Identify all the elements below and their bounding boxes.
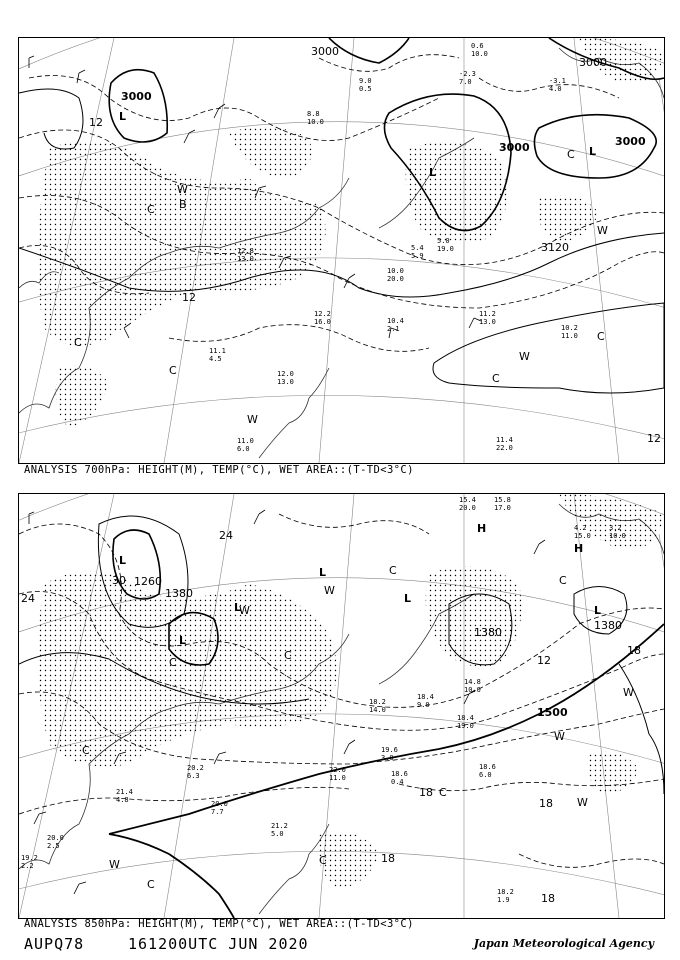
station-dewpoint: 15.0 <box>574 532 591 540</box>
cold-mark: C <box>169 364 177 377</box>
station-temp: 18.2 <box>497 888 514 896</box>
station-dewpoint: 9.0 <box>417 701 430 709</box>
station-dewpoint: 16.0 <box>314 318 331 326</box>
labels-850hpa <box>19 494 664 918</box>
station-temp: 5.4 <box>411 244 424 252</box>
station-temp: 12.0 <box>277 370 294 378</box>
cold-mark: C <box>597 330 605 343</box>
station-dewpoint: 7.0 <box>459 78 472 86</box>
pressure-center-label: H <box>574 542 584 555</box>
station-temp: 18.6 <box>479 763 496 771</box>
station-dewpoint: 10.0 <box>471 50 488 58</box>
pressure-center-label: L <box>234 601 242 614</box>
pressure-center-label: L <box>119 110 127 123</box>
warm-mark: W <box>519 350 530 363</box>
center-height-label: 3000 <box>499 141 530 154</box>
warm-mark: W <box>597 224 608 237</box>
isotherm-label: 30 <box>112 574 126 587</box>
station-temp: 15.4 <box>459 496 476 504</box>
station-temp: 18.6 <box>391 770 408 778</box>
station-temp: 20.0 <box>211 800 228 808</box>
station-temp: -3.1 <box>549 77 566 85</box>
cold-mark: C <box>492 372 500 385</box>
station-dewpoint: 19.0 <box>457 722 474 730</box>
station-temp: 19.2 <box>21 854 38 862</box>
cold-mark: C <box>74 336 82 349</box>
warm-mark: W <box>247 413 258 426</box>
station-dewpoint: 0.5 <box>359 85 372 93</box>
station-temp: 4.2 <box>574 524 587 532</box>
station-temp: 12.2 <box>314 310 331 318</box>
isotherm-label: 18 <box>419 786 433 799</box>
chart-code: AUPQ78 <box>24 935 85 953</box>
station-temp: 18.4 <box>417 693 434 701</box>
station-dewpoint: 3.0 <box>381 754 394 762</box>
station-temp: 5.0 <box>437 237 450 245</box>
map-panel-700hpa <box>18 37 665 464</box>
agency-name: Japan Meteorological Agency <box>473 937 654 950</box>
isotherm-label: 18 <box>627 644 641 657</box>
contour-label: 1380 <box>474 626 502 639</box>
caption-850hpa: ANALYSIS 850hPa: HEIGHT(M), TEMP(°C), WET AREA::(T-TD<3°C) <box>24 918 414 930</box>
station-dewpoint: 13.0 <box>277 378 294 386</box>
warm-mark: W <box>554 730 565 743</box>
cold-mark: C <box>567 148 575 161</box>
station-plots <box>209 42 578 453</box>
warm-mark: W <box>577 796 588 809</box>
station-dewpoint: 2.5 <box>47 842 60 850</box>
station-dewpoint: 1.9 <box>497 896 510 904</box>
warm-mark: W <box>623 686 634 699</box>
caption-700hpa: ANALYSIS 700hPa: HEIGHT(M), TEMP(°C), WET AREA::(T-TD<3°C) <box>24 464 414 476</box>
station-dewpoint: 22.0 <box>496 444 513 452</box>
station-temp: 18.2 <box>369 698 386 706</box>
station-dewpoint: 13.0 <box>237 255 254 263</box>
cold-mark: C <box>284 649 292 662</box>
station-temp: 0.6 <box>471 42 484 50</box>
pressure-center-label: L <box>404 592 412 605</box>
station-temp: 15.8 <box>494 496 511 504</box>
station-dewpoint: 0.4 <box>391 778 404 786</box>
valid-time: 161200UTC JUN 2020 <box>128 935 309 953</box>
station-temp: 20.0 <box>47 834 64 842</box>
center-height-label: 3000 <box>615 135 646 148</box>
contour-label: 3000 <box>579 56 607 69</box>
contour-label: 3000 <box>311 45 339 58</box>
station-dewpoint: 10.0 <box>464 686 481 694</box>
warm-mark: W <box>324 584 335 597</box>
warm-mark: W <box>239 604 250 617</box>
station-temp: 10.2 <box>561 324 578 332</box>
station-dewpoint: 6.3 <box>187 772 200 780</box>
center-height-label: 3000 <box>121 90 152 103</box>
station-dewpoint: 4.5 <box>209 355 222 363</box>
isotherm-label: 12 <box>537 654 551 667</box>
station-temp: 21.2 <box>271 822 288 830</box>
pressure-center-label: L <box>589 145 597 158</box>
station-temp: 19.6 <box>381 746 398 754</box>
station-dewpoint: 6.0 <box>479 771 492 779</box>
station-temp: 22.0 <box>329 766 346 774</box>
isotherm-label: 12 <box>647 432 661 445</box>
isotherm-label: 18 <box>539 797 553 810</box>
station-dewpoint: 2.1 <box>387 325 400 333</box>
cold-mark: C <box>82 744 90 757</box>
station-temp: 21.4 <box>116 788 133 796</box>
pressure-center-label: L <box>179 634 187 647</box>
isotherm-label: 18 <box>381 852 395 865</box>
station-temp: 18.4 <box>457 714 474 722</box>
center-height-label: 1380 <box>594 619 622 632</box>
station-dewpoint: 4.0 <box>549 85 562 93</box>
contour-label: 1500 <box>537 706 568 719</box>
station-dewpoint: 7.7 <box>211 808 224 816</box>
isotherm-label: 24 <box>219 529 233 542</box>
station-temp: 14.8 <box>464 678 481 686</box>
station-dewpoint: 20.0 <box>459 504 476 512</box>
station-temp: -2.3 <box>459 70 476 78</box>
b-mark: B <box>179 198 187 211</box>
pressure-center-label: L <box>119 554 127 567</box>
station-dewpoint: 10.0 <box>307 118 324 126</box>
station-dewpoint: 5.9 <box>411 252 424 260</box>
station-dewpoint: 11.0 <box>329 774 346 782</box>
pressure-center-label: L <box>319 566 327 579</box>
isotherm-label: 12 <box>182 291 196 304</box>
warm-mark: W <box>177 183 188 196</box>
station-dewpoint: 20.0 <box>387 275 404 283</box>
station-temp: 11.0 <box>237 437 254 445</box>
cold-mark: C <box>389 564 397 577</box>
cold-mark: C <box>147 878 155 891</box>
station-dewpoint: 2.2 <box>21 862 34 870</box>
pressure-center-label: H <box>477 522 487 535</box>
station-temp: 8.8 <box>307 110 320 118</box>
cold-mark: C <box>147 203 155 216</box>
isotherm-label: 18 <box>541 892 555 905</box>
station-temp: 9.0 <box>359 77 372 85</box>
cold-mark: C <box>559 574 567 587</box>
cold-mark: C <box>439 786 447 799</box>
station-plots <box>21 496 626 904</box>
station-temp: 11.2 <box>479 310 496 318</box>
pressure-center-label: L <box>429 166 437 179</box>
station-dewpoint: 10.0 <box>609 532 626 540</box>
cold-mark: C <box>319 854 327 867</box>
map-panel-850hpa <box>18 493 665 919</box>
station-temp: 10.4 <box>387 317 404 325</box>
station-temp: 11.4 <box>496 436 513 444</box>
contour-label: 3120 <box>541 241 569 254</box>
station-dewpoint: 14.0 <box>369 706 386 714</box>
pressure-center-label: L <box>594 604 602 617</box>
station-dewpoint: 11.0 <box>561 332 578 340</box>
isotherm-label: 24 <box>21 592 35 605</box>
station-temp: 3.2 <box>609 524 622 532</box>
station-dewpoint: 6.0 <box>237 445 250 453</box>
warm-mark: W <box>109 858 120 871</box>
station-dewpoint: 5.0 <box>271 830 284 838</box>
station-dewpoint: 19.0 <box>437 245 454 253</box>
labels-700hpa <box>19 38 664 463</box>
station-temp: 20.2 <box>187 764 204 772</box>
station-dewpoint: 4.8 <box>116 796 129 804</box>
station-temp: 10.0 <box>387 267 404 275</box>
station-temp: 11.1 <box>209 347 226 355</box>
station-dewpoint: 17.0 <box>494 504 511 512</box>
contour-label: 1260 <box>134 575 162 588</box>
isotherm-label: 12 <box>89 116 103 129</box>
contour-label: 1380 <box>165 587 193 600</box>
station-temp: 12.8 <box>237 247 254 255</box>
station-dewpoint: 13.0 <box>479 318 496 326</box>
cold-mark: C <box>169 656 177 669</box>
